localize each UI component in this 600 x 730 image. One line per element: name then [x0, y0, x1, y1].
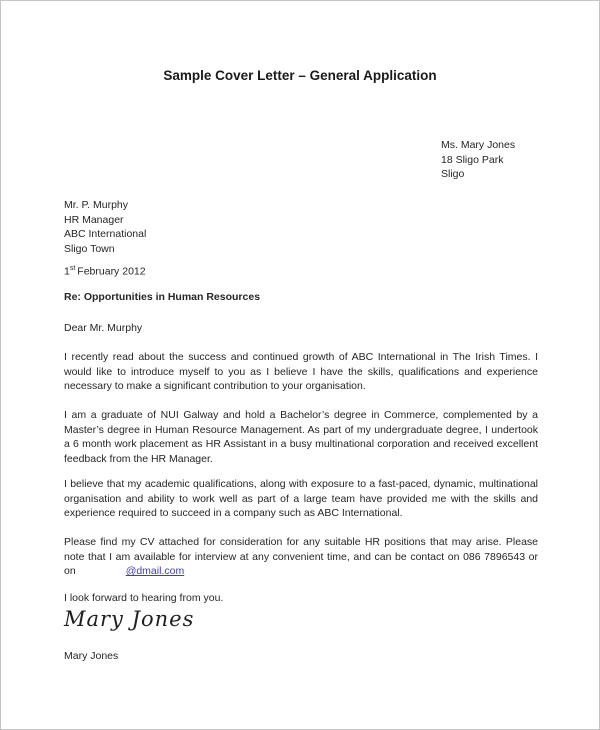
closing-line: I look forward to hearing from you.: [64, 592, 224, 604]
recipient-city: Sligo Town: [64, 242, 115, 255]
salutation: Dear Mr. Murphy: [64, 322, 143, 334]
date-ordinal: st: [69, 265, 76, 272]
contact-text: Please find my CV attached for consideration for any suitable HR positions that may arise. Please note that I am available for interview at any convenient time, and can be contact on 086 7896543 or on: [64, 536, 538, 577]
recipient-address: [64, 198, 146, 256]
letter-title: Sample Cover Letter – General Application: [163, 68, 437, 83]
paragraph-education: I am a graduate of NUI Galway and hold a Bachelor’s degree in Commerce, complemented by a Master’s degree in Human Resource Management. As part of my undergraduate degree, I undertook a 6 month work placement as HR Assistant in a busy multinational corporation and received excellent feedback from the HR Manager.: [64, 409, 538, 465]
letter-date: [64, 262, 146, 279]
sender-address: [441, 138, 515, 182]
recipient-title: HR Manager: [64, 213, 124, 226]
recipient-name: Mr. P. Murphy: [64, 199, 128, 211]
signature-typed: Mary Jones: [64, 650, 119, 662]
subject-line: Re: Opportunities in Human Resources: [64, 291, 261, 303]
sender-city: Sligo: [441, 168, 465, 180]
signature-handwritten: Mary Jones: [64, 607, 195, 631]
email-link[interactable]: @dmail.com: [125, 565, 185, 577]
recipient-company: ABC International: [64, 228, 147, 240]
paragraph-intro: I recently read about the success and continued growth of ABC International in The Irish Times. I would like to introduce myself to you as I believe I have the skills, qualifications and experience necessary to make a significant contribution to your organisation.: [64, 351, 538, 392]
paragraph-skills: I believe that my academic qualifications, along with exposure to a fast-paced, dynamic, multinational organisation and ability to work well as part of a large team have provided me with the skills and experience required to succeed in a company such as ABC International.: [64, 478, 538, 519]
sender-name: Ms. Mary Jones: [441, 139, 516, 151]
paragraph-contact: [64, 535, 538, 579]
date-rest: February 2012: [77, 265, 146, 278]
sender-street: 18 Sligo Park: [441, 153, 504, 166]
date-day: 1: [64, 265, 70, 278]
